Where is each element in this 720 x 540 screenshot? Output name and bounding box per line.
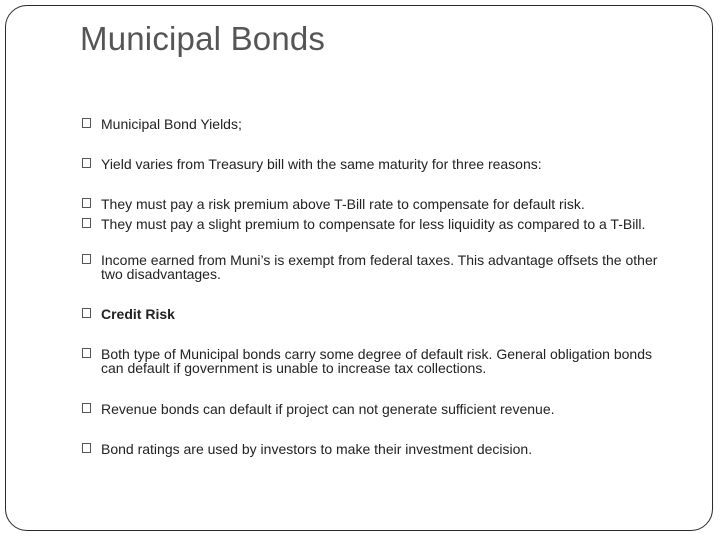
- bullet-item: [82, 402, 672, 416]
- bullet-item-credit-risk: [82, 307, 672, 321]
- bullet-item: [82, 442, 672, 456]
- checkbox-square-icon: [82, 198, 91, 208]
- checkbox-square-icon: [82, 443, 91, 453]
- checkbox-square-icon: [82, 118, 91, 128]
- bullet-text: Municipal Bond Yields;: [101, 116, 242, 132]
- bullet-text: Both type of Municipal bonds carry some degree of default risk. General obligation bonds can default if government is unable to increase tax collections.: [101, 346, 652, 376]
- checkbox-square-icon: [82, 403, 91, 413]
- bullet-item: [82, 347, 672, 375]
- bullet-item: [82, 197, 672, 211]
- bullet-item: [82, 117, 672, 131]
- bullet-heading: Credit Risk: [101, 306, 175, 322]
- bullet-text: Bond ratings are used by investors to make their investment decision.: [101, 441, 533, 457]
- bullet-text: Income earned from Muni’s is exempt from federal taxes. This advantage offsets the other two disadvantages.: [101, 252, 658, 282]
- checkbox-square-icon: [82, 218, 91, 228]
- bullet-item: [82, 253, 672, 281]
- checkbox-square-icon: [82, 348, 91, 358]
- bullet-text: Revenue bonds can default if project can not generate sufficient revenue.: [101, 401, 555, 417]
- bullet-text: Yield varies from Treasury bill with the same maturity for three reasons:: [101, 156, 542, 172]
- slide-title: Municipal Bonds: [80, 20, 326, 57]
- checkbox-square-icon: [82, 254, 91, 264]
- checkbox-square-icon: [82, 308, 91, 318]
- bullet-text: They must pay a slight premium to compensate for less liquidity as compared to a T-Bill.: [101, 216, 646, 232]
- bullet-item: [82, 157, 672, 171]
- checkbox-square-icon: [82, 158, 91, 168]
- bullet-item: [82, 217, 664, 231]
- bullet-text: They must pay a risk premium above T-Bill rate to compensate for default risk.: [101, 196, 585, 212]
